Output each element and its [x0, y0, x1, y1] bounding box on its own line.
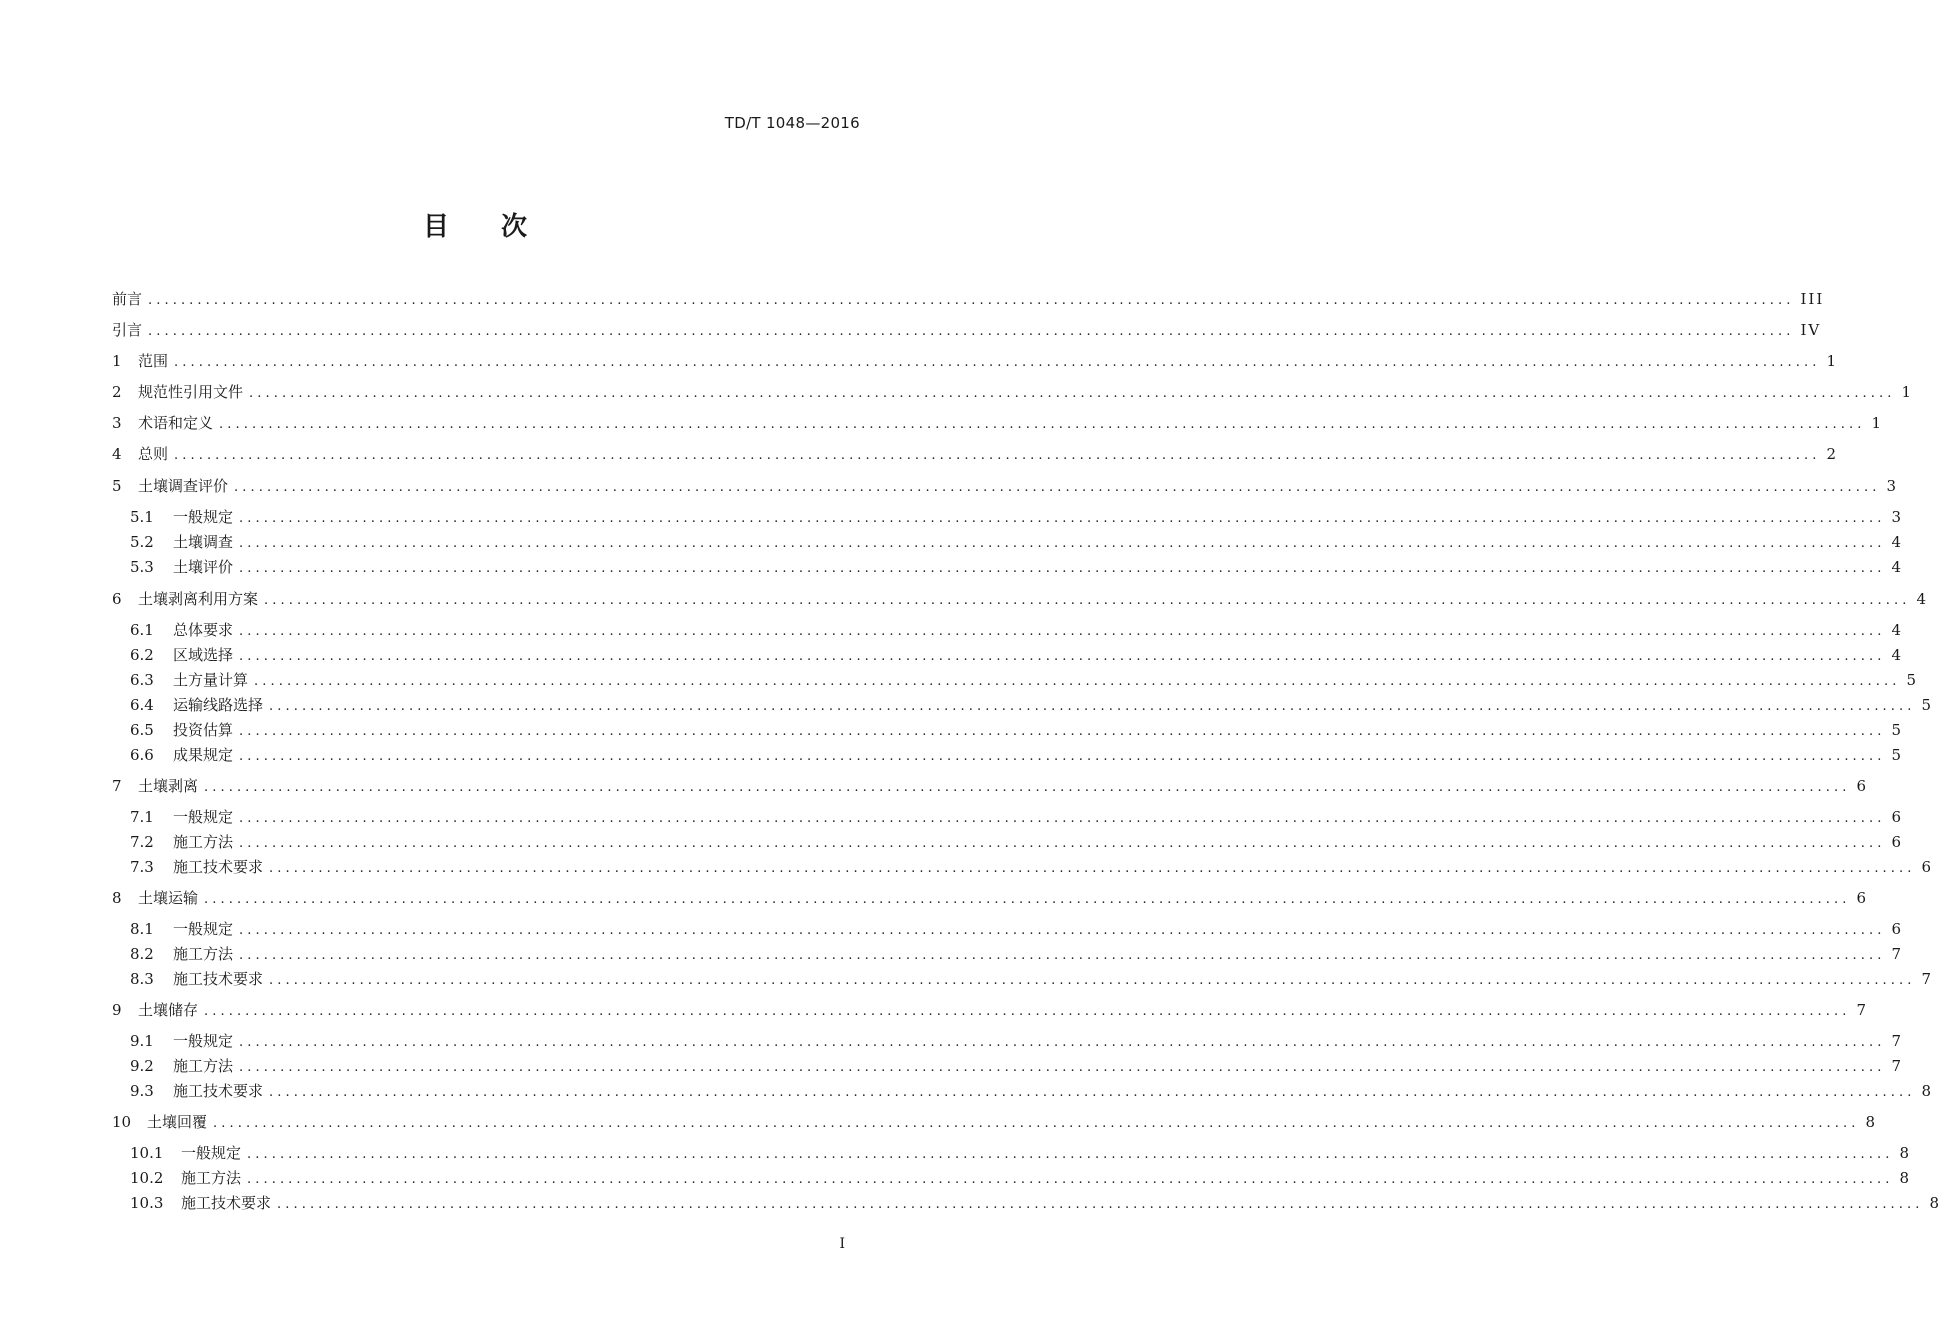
toc-entry-page: 4 [1891, 533, 1904, 551]
toc-entry-page: 2 [1826, 445, 1839, 463]
toc-entry-label: 投资估算 [173, 721, 234, 739]
toc-entry-page: 6 [1856, 777, 1869, 795]
toc-entry-label: 一般规定 [173, 808, 234, 826]
toc-entry-number: 9 [112, 1001, 122, 1019]
toc-entry-label: 土壤剥离利用方案 [138, 590, 259, 608]
toc-entry-number: 6.2 [130, 646, 154, 664]
toc-entry[interactable] [130, 944, 1904, 964]
toc-entry-label: 土壤运输 [138, 889, 199, 907]
toc-entry-label: 范围 [138, 352, 169, 370]
toc-entry-number: 5 [112, 477, 122, 495]
toc-entry-label: 一般规定 [173, 1032, 234, 1050]
toc-dot-leader: ........................................................................................................................................................................................................ [213, 1116, 1860, 1131]
toc-entry-label: 施工方法 [181, 1169, 242, 1187]
toc-dot-leader: ........................................................................................................................................................................................................ [269, 973, 1916, 988]
toc-entry[interactable] [112, 444, 1839, 464]
toc-entry-page: 3 [1886, 477, 1899, 495]
toc-entry-page: 8 [1929, 1194, 1941, 1212]
toc-entry-label: 一般规定 [173, 508, 234, 526]
toc-dot-leader: ........................................................................................................................................................................................................ [148, 293, 1795, 308]
toc-entry-label: 总体要求 [173, 621, 234, 639]
toc-entry-number: 7 [112, 777, 122, 795]
toc-entry-page: 6 [1891, 920, 1904, 938]
toc-entry-number: 6.1 [130, 621, 154, 639]
toc-entry-page: 4 [1916, 590, 1929, 608]
toc-entry-label: 土壤回覆 [147, 1113, 208, 1131]
toc-entry-page: 5 [1921, 696, 1934, 714]
toc-entry-label: 一般规定 [173, 920, 234, 938]
toc-entry-page: 8 [1899, 1144, 1912, 1162]
toc-entry-page: 4 [1891, 646, 1904, 664]
toc-entry-page: 7 [1891, 1032, 1904, 1050]
toc-entry-page: 5 [1891, 746, 1904, 764]
toc-entry-number: 7.1 [130, 808, 154, 826]
toc-entry-label: 土壤剥离 [138, 777, 199, 795]
toc-entry-number: 5.1 [130, 508, 154, 526]
toc-entry[interactable] [130, 1143, 1912, 1163]
toc-entry-number: 8 [112, 889, 122, 907]
toc-entry[interactable] [130, 1031, 1904, 1051]
toc-entry[interactable] [130, 919, 1904, 939]
toc-entry[interactable] [112, 289, 1825, 309]
toc-entry-page: 8 [1921, 1082, 1934, 1100]
toc-entry-label: 运输线路选择 [173, 696, 264, 714]
toc-entry[interactable] [130, 532, 1904, 552]
toc-entry-label: 土壤储存 [138, 1001, 199, 1019]
toc-entry[interactable] [130, 832, 1904, 852]
toc-entry-label: 施工技术要求 [173, 1082, 264, 1100]
toc-dot-leader: ........................................................................................................................................................................................................ [234, 480, 1881, 495]
toc-entry-number: 10.1 [130, 1144, 164, 1162]
toc-entry-page: 7 [1891, 945, 1904, 963]
toc-entry[interactable] [112, 888, 1869, 908]
toc-entry-number: 6.6 [130, 746, 154, 764]
toc-dot-leader: ........................................................................................................................................................................................................ [239, 749, 1886, 764]
toc-entry-number: 8.1 [130, 920, 154, 938]
toc-dot-leader: ........................................................................................................................................................................................................ [239, 536, 1886, 551]
toc-dot-leader: ........................................................................................................................................................................................................ [264, 593, 1911, 608]
toc-entry[interactable] [112, 413, 1884, 433]
toc-dot-leader: ........................................................................................................................................................................................................ [269, 699, 1916, 714]
toc-entry[interactable] [130, 807, 1904, 827]
toc-entry-page: 8 [1899, 1169, 1912, 1187]
toc-entry-number: 6.5 [130, 721, 154, 739]
toc-dot-leader: ........................................................................................................................................................................................................ [249, 386, 1896, 401]
toc-entry[interactable] [130, 1168, 1912, 1188]
toc-dot-leader: ........................................................................................................................................................................................................ [239, 1035, 1886, 1050]
toc-entry-number: 8.3 [130, 970, 154, 988]
toc-entry-page: 7 [1891, 1057, 1904, 1075]
toc-entry-label: 一般规定 [181, 1144, 242, 1162]
toc-entry-number: 6.4 [130, 696, 154, 714]
toc-entry-page: 6 [1891, 808, 1904, 826]
toc-dot-leader: ........................................................................................................................................................................................................ [277, 1197, 1924, 1212]
toc-entry-number: 10 [112, 1113, 132, 1131]
toc-dot-leader: ........................................................................................................................................................................................................ [148, 324, 1795, 339]
toc-entry-label: 土方量计算 [173, 671, 249, 689]
toc-entry-page: 6 [1921, 858, 1934, 876]
toc-dot-leader: ........................................................................................................................................................................................................ [269, 1085, 1916, 1100]
toc-dot-leader: ........................................................................................................................................................................................................ [254, 674, 1901, 689]
toc-entry-number: 9.2 [130, 1057, 154, 1075]
toc-dot-leader: ........................................................................................................................................................................................................ [204, 1004, 1851, 1019]
toc-entry-number: 5.3 [130, 558, 154, 576]
toc-entry-number: 7.3 [130, 858, 154, 876]
toc-entry-page: 5 [1906, 671, 1919, 689]
toc-dot-leader: ........................................................................................................................................................................................................ [239, 624, 1886, 639]
toc-entry[interactable] [130, 969, 1934, 989]
toc-entry[interactable] [130, 857, 1934, 877]
toc-entry-page: 5 [1891, 721, 1904, 739]
toc-entry-page: 1 [1871, 414, 1884, 432]
toc-dot-leader: ........................................................................................................................................................................................................ [219, 417, 1866, 432]
toc-dot-leader: ........................................................................................................................................................................................................ [239, 511, 1886, 526]
toc-entry-number: 9.1 [130, 1032, 154, 1050]
toc-entry[interactable] [112, 1112, 1878, 1132]
toc-entry-number: 4 [112, 445, 122, 463]
toc-entry[interactable] [112, 589, 1929, 609]
toc-entry-number: 1 [112, 352, 122, 370]
toc-dot-leader: ........................................................................................................................................................................................................ [247, 1172, 1894, 1187]
toc-entry-page: 6 [1891, 833, 1904, 851]
toc-dot-leader: ........................................................................................................................................................................................................ [239, 836, 1886, 851]
toc-entry-label: 术语和定义 [138, 414, 214, 432]
toc-dot-leader: ........................................................................................................................................................................................................ [239, 923, 1886, 938]
page-title: 目次 [422, 212, 579, 242]
toc-entry[interactable] [112, 351, 1839, 371]
toc-dot-leader: ........................................................................................................................................................................................................ [239, 649, 1886, 664]
toc-dot-leader: ........................................................................................................................................................................................................ [239, 1060, 1886, 1075]
toc-entry[interactable] [130, 670, 1919, 690]
toc-entry-label: 总则 [138, 445, 169, 463]
toc-entry-page: 1 [1826, 352, 1839, 370]
toc-entry-label: 施工方法 [173, 945, 234, 963]
toc-entry[interactable] [112, 476, 1899, 496]
toc-entry[interactable] [130, 1193, 1941, 1213]
toc-entry[interactable] [130, 745, 1904, 765]
toc-dot-leader: ........................................................................................................................................................................................................ [204, 892, 1851, 907]
toc-entry[interactable] [130, 695, 1934, 715]
toc-entry[interactable] [112, 320, 1822, 340]
footer-page-number: I [839, 1236, 846, 1252]
toc-entry-page: 8 [1865, 1113, 1878, 1131]
toc-entry-label: 施工技术要求 [181, 1194, 272, 1212]
standard-code: TD/T 1048—2016 [724, 114, 860, 132]
toc-dot-leader: ........................................................................................................................................................................................................ [204, 780, 1851, 795]
toc-dot-leader: ........................................................................................................................................................................................................ [239, 811, 1886, 826]
toc-entry-label: 规范性引用文件 [138, 383, 244, 401]
toc-dot-leader: ........................................................................................................................................................................................................ [269, 861, 1916, 876]
toc-dot-leader: ........................................................................................................................................................................................................ [239, 561, 1886, 576]
toc-entry-label: 前言 [112, 290, 143, 308]
toc-entry-label: 区域选择 [173, 646, 234, 664]
toc-dot-leader: ........................................................................................................................................................................................................ [174, 448, 1821, 463]
toc-dot-leader: ........................................................................................................................................................................................................ [239, 948, 1886, 963]
toc-entry-label: 引言 [112, 321, 143, 339]
toc-entry-number: 9.3 [130, 1082, 154, 1100]
toc-entry-number: 6 [112, 590, 122, 608]
toc-entry[interactable] [130, 1081, 1934, 1101]
toc-entry-number: 5.2 [130, 533, 154, 551]
toc-entry-page: 6 [1856, 889, 1869, 907]
toc-entry-number: 2 [112, 383, 122, 401]
toc-dot-leader: ........................................................................................................................................................................................................ [174, 355, 1821, 370]
toc-entry-number: 3 [112, 414, 122, 432]
toc-entry-page: 7 [1921, 970, 1934, 988]
toc-dot-leader: ........................................................................................................................................................................................................ [247, 1147, 1894, 1162]
toc-entry[interactable] [130, 645, 1904, 665]
toc-entry[interactable] [130, 1056, 1904, 1076]
toc-entry-page: 1 [1901, 383, 1914, 401]
toc-entry-page: 4 [1891, 558, 1904, 576]
toc-entry-number: 6.3 [130, 671, 154, 689]
toc-entry-page: IV [1800, 321, 1822, 339]
toc-entry-number: 8.2 [130, 945, 154, 963]
toc-entry-page: 3 [1891, 508, 1904, 526]
toc-entry-label: 成果规定 [173, 746, 234, 764]
toc-dot-leader: ........................................................................................................................................................................................................ [239, 724, 1886, 739]
toc-entry-label: 土壤调查评价 [138, 477, 229, 495]
toc-entry[interactable] [112, 776, 1869, 796]
toc-entry-label: 施工方法 [173, 833, 234, 851]
toc-entry-label: 施工方法 [173, 1057, 234, 1075]
toc-entry-page: 7 [1856, 1001, 1869, 1019]
toc-entry-label: 施工技术要求 [173, 858, 264, 876]
toc-entry-number: 10.2 [130, 1169, 164, 1187]
toc-entry-label: 土壤调查 [173, 533, 234, 551]
toc-entry[interactable] [130, 507, 1904, 527]
toc-entry[interactable] [112, 382, 1914, 402]
toc-entry[interactable] [130, 620, 1904, 640]
toc-entry-number: 10.3 [130, 1194, 164, 1212]
toc-entry-number: 7.2 [130, 833, 154, 851]
toc-entry-page: III [1800, 290, 1825, 308]
toc-entry-label: 土壤评价 [173, 558, 234, 576]
toc-entry[interactable] [112, 1000, 1869, 1020]
toc-entry[interactable] [130, 720, 1904, 740]
toc-entry-label: 施工技术要求 [173, 970, 264, 988]
toc-entry[interactable] [130, 557, 1904, 577]
toc-entry-page: 4 [1891, 621, 1904, 639]
